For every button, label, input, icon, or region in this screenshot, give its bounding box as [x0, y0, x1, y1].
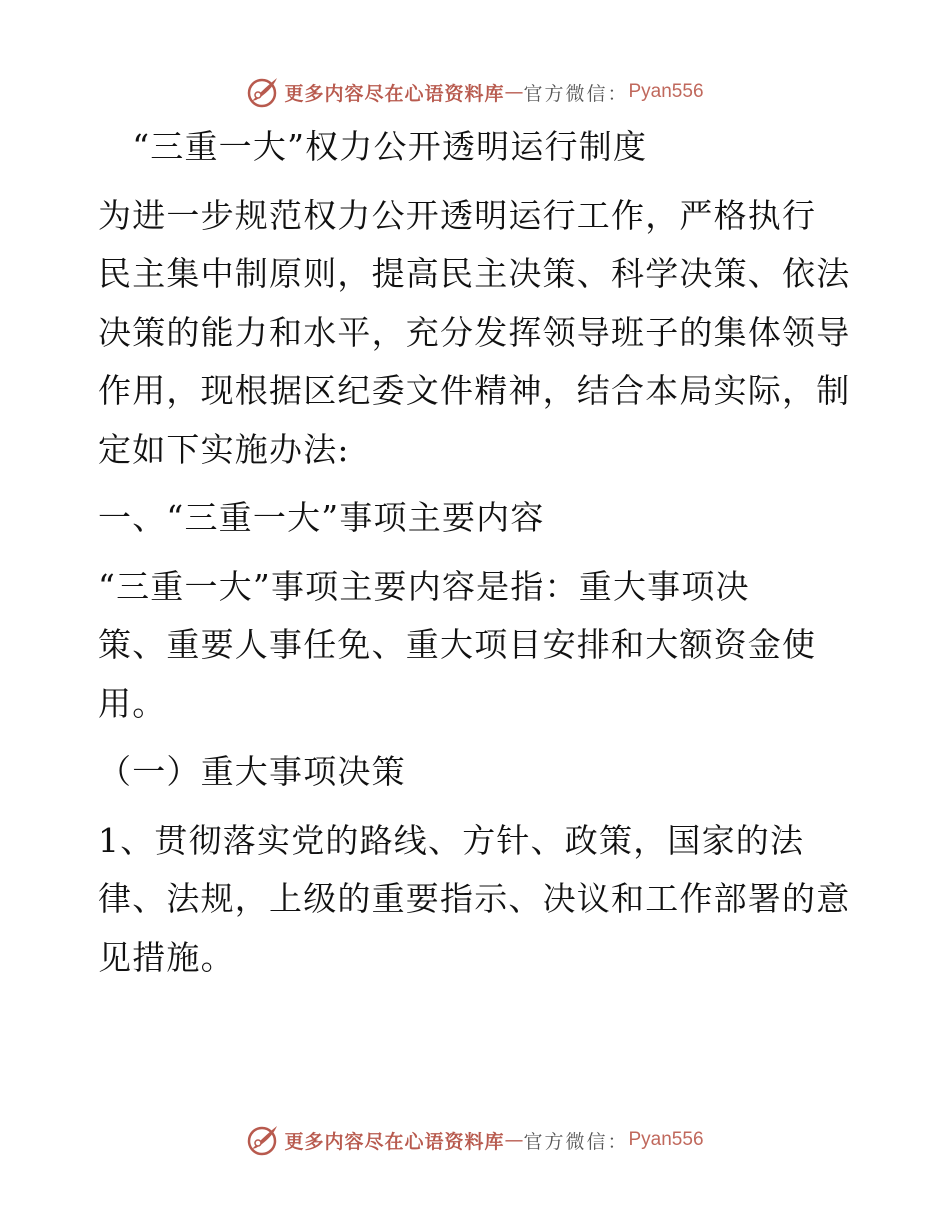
watermark-wechat-id: Pyan556 — [628, 81, 704, 102]
watermark-separator: — — [504, 1129, 524, 1151]
watermark-official-label: 官方微信： — [523, 1130, 629, 1153]
footer-watermark — [0, 1120, 950, 1160]
paragraph-line: 策、重要人事任免、重大项目安排和大额资金使 — [98, 625, 817, 664]
watermark-brand-text: 更多内容尽在心语资料库 — [284, 1130, 505, 1153]
quill-seal-icon — [246, 75, 280, 109]
document-body — [98, 118, 858, 987]
watermark-wechat-id: Pyan556 — [628, 1129, 704, 1150]
subsection-heading: （一）重大事项决策 — [98, 752, 406, 791]
paragraph-line: 用。 — [98, 683, 167, 723]
paragraph-line: “三重一大”事项主要内容是指：重大事项决 — [98, 566, 750, 606]
paragraph-line: 律、法规，上级的重要指示、决议和工作部署的意 — [98, 879, 851, 918]
header-watermark — [0, 72, 950, 112]
watermark-brand-text: 更多内容尽在心语资料库 — [284, 82, 505, 105]
paragraph-line: 1、贯彻落实党的路线、方针、政策，国家的法 — [98, 820, 805, 860]
section-paragraph — [98, 558, 858, 734]
watermark-separator: — — [504, 81, 524, 103]
paragraph-line: 定如下实施办法: — [98, 429, 350, 469]
paragraph-line: 为进一步规范权力公开透明运行工作，严格执行 — [98, 195, 817, 235]
paragraph-line: 作用，现根据区纪委文件精神，结合本局实际，制 — [98, 371, 851, 410]
paragraph-line: 决策的能力和水平，充分发挥领导班子的集体领导 — [98, 312, 851, 352]
quill-seal-icon — [246, 1123, 280, 1157]
intro-paragraph — [98, 187, 858, 480]
paragraph-line: 民主集中制原则，提高民主决策、科学决策、依法 — [98, 254, 851, 293]
document-title: “三重一大”权力公开透明运行制度 — [98, 127, 648, 166]
section-heading: 一、“三重一大”事项主要内容 — [98, 498, 545, 537]
watermark-official-label: 官方微信： — [523, 82, 629, 105]
item-paragraph — [98, 812, 858, 988]
paragraph-line: 见措施。 — [98, 937, 235, 977]
